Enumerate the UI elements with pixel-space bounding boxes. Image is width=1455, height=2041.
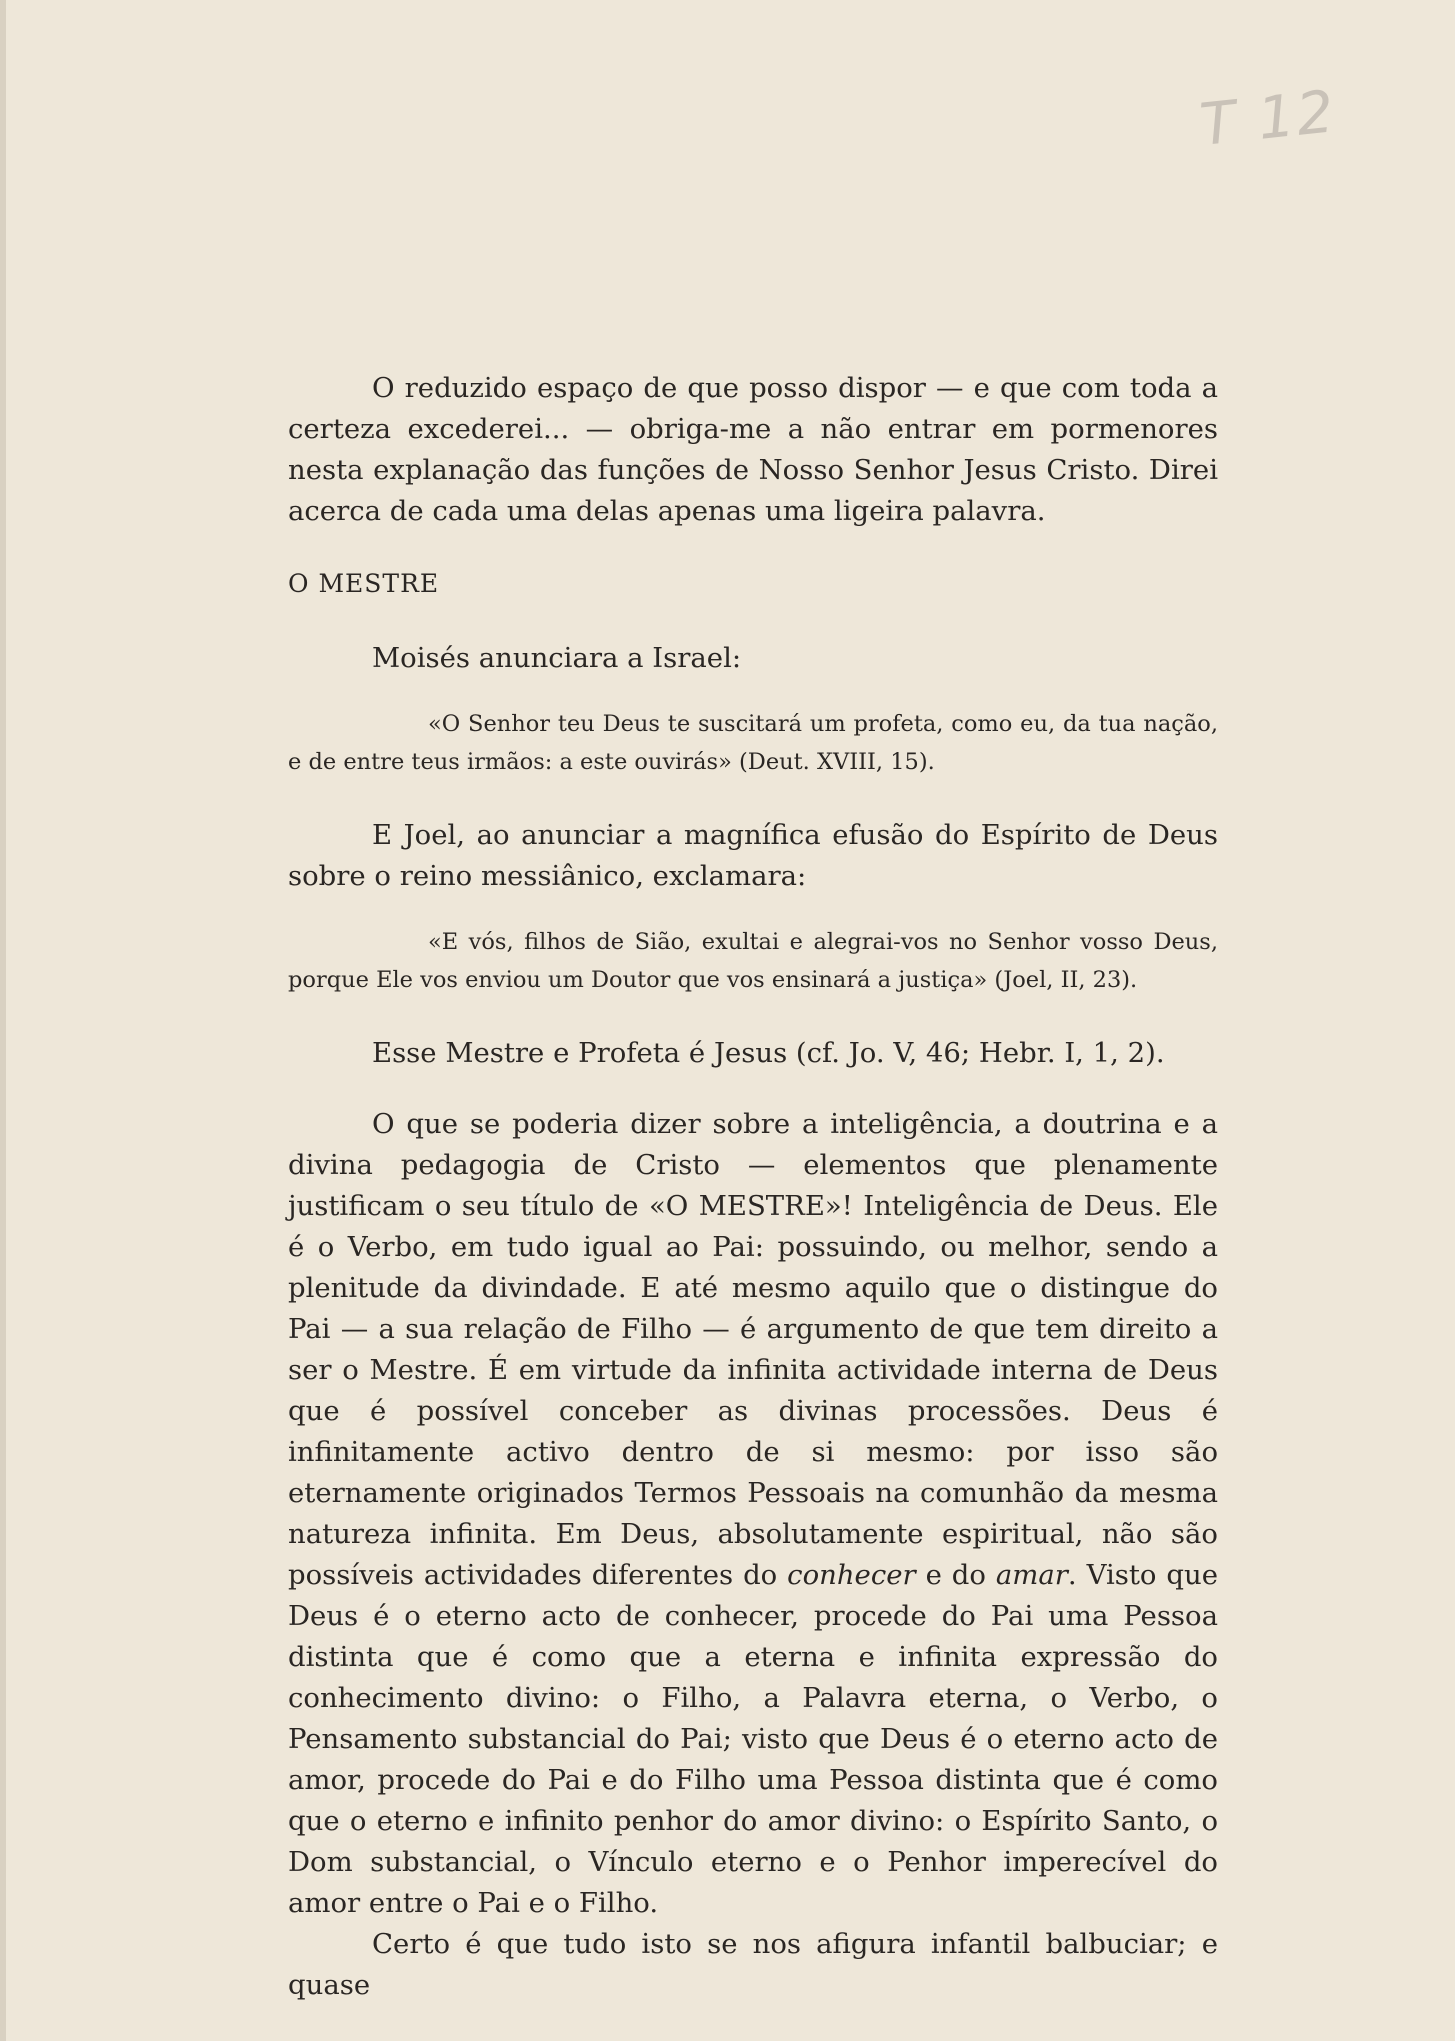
moises-paragraph: Moisés anunciara a Israel: (372, 642, 742, 674)
quote-deuteronomy: «O Senhor teu Deus te suscitará um profeta, como eu, da tua nação, e de entre teus irmãos: a este ouvirás» (Deut. XVIII, 15). (288, 711, 1218, 775)
main-text-a: O que se poderia dizer sobre a inteligência, a doutrina e a divina pedagogia de Cristo — elementos que plenamente justificam o seu título de «O MESTRE»! Inteligência de Deus. Ele é o Verbo, em tudo igual ao Pai: possuindo, ou melhor, sendo a plenitude da divindade. E até mesmo aquilo que o distingue do Pai — a sua relação de Filho — é argumento de que tem direito a ser o Mestre. É em virtude da infinita actividade interna de Deus que é possível conceber as divinas processões. Deus é infinitamente activo dentro de si mesmo: por isso são eternamente originados Termos Pessoais na comunhão da mesma natureza infinita. Em Deus, absolutamente espiritual, não são possíveis actividades diferentes do (288, 1108, 1218, 1591)
main-text-em-amar: amar (995, 1559, 1068, 1591)
mestre-paragraph: Esse Mestre e Profeta é Jesus (cf. Jo. V, 46; Hebr. I, 1, 2). (372, 1037, 1165, 1069)
intro-paragraph: O reduzido espaço de que posso dispor — e que com toda a certeza excederei... — obriga-me a não entrar em pormenores nesta explanação das funções de Nosso Senhor Jesus Cristo. Direi acerca de cada uma delas apenas uma ligeira palavra. (288, 372, 1218, 527)
page-body (288, 368, 1218, 2006)
quote-joel: «E vós, filhos de Sião, exultai e alegrai-vos no Senhor vosso Deus, porque Ele vos enviou um Doutor que vos ensinará a justiça» (Joel, II, 23). (288, 929, 1218, 993)
handwritten-reference-mark: T 12 (1196, 77, 1339, 159)
scan-edge (0, 0, 6, 2041)
joel-paragraph: E Joel, ao anunciar a magnífica efusão do Espírito de Deus sobre o reino messiânico, exclamara: (288, 819, 1218, 892)
main-paragraph (288, 1104, 1218, 1924)
main-text-b: e do (915, 1559, 996, 1591)
main-text-c: . Visto que Deus é o eterno acto de conhecer, procede do Pai uma Pessoa distinta que é como que a eterna e infinita expressão do conhecimento divino: o Filho, a Palavra eterna, o Verbo, o Pensamento substancial do Pai; visto que Deus é o eterno acto de amor, procede do Pai e do Filho uma Pessoa distinta que é como que o eterno e infinito penhor do amor divino: o Espírito Santo, o Dom substancial, o Vínculo eterno e o Penhor imperecível do amor entre o Pai e o Filho. (288, 1559, 1218, 1919)
last-line-paragraph: Certo é que tudo isto se nos afigura infantil balbuciar; e quase (288, 1928, 1218, 2001)
section-title: O MESTRE (288, 569, 440, 598)
main-text-em-conhecer: conhecer (787, 1559, 916, 1591)
